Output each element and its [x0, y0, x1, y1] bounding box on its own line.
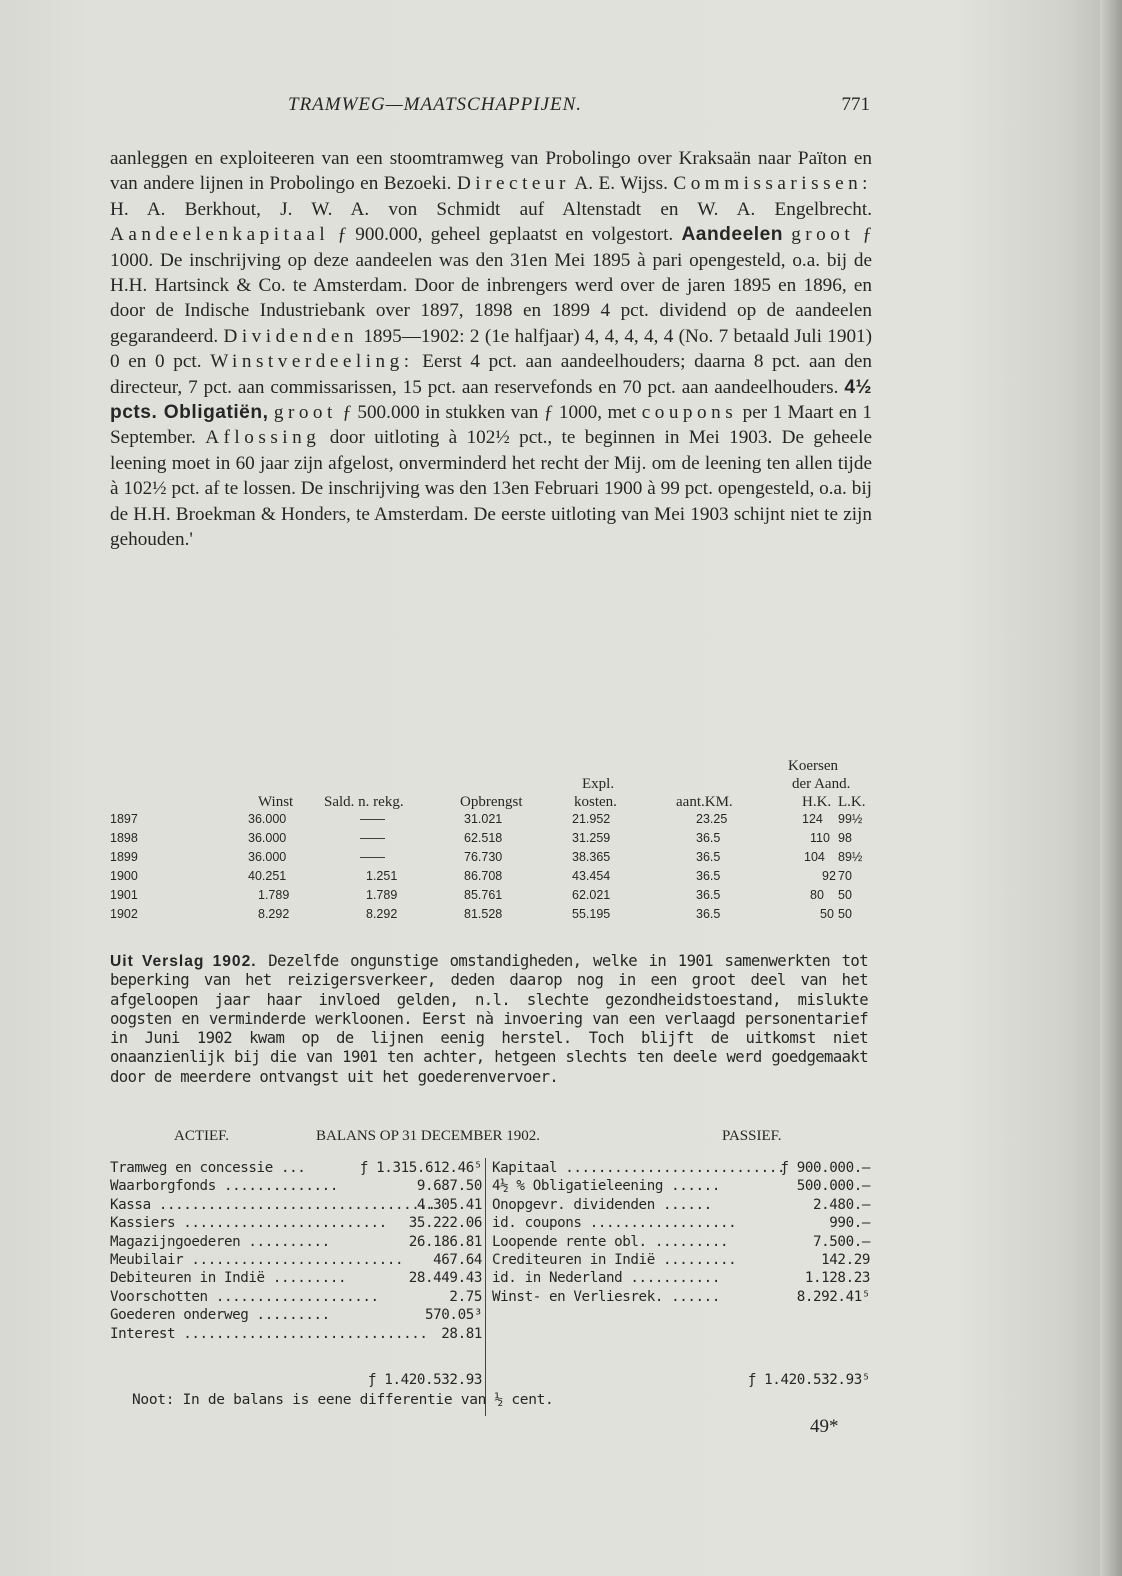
obligatien-label: 4½ pcts. Obligatiën,	[110, 376, 873, 424]
cell-year: 1902	[110, 907, 138, 921]
directeur-label: Directeur	[456, 173, 570, 195]
passief-row	[492, 1215, 870, 1233]
page-number: 771	[841, 94, 870, 115]
aflossing-label: Aflossing	[205, 427, 321, 449]
header-expl: Expl.	[582, 776, 615, 792]
cell-winst: 40.251	[248, 869, 287, 883]
cell-lk: 50	[838, 907, 852, 921]
actief-total: ƒ 1.420.532.93	[368, 1372, 482, 1388]
balance-title: BALANS OP 31 DECEMBER 1902.	[316, 1128, 541, 1144]
cell-opbrengst: 31.021	[464, 812, 503, 826]
cell-opbrengst: 86.708	[464, 869, 503, 883]
actief-item-amount: 2.75	[449, 1288, 482, 1305]
passief-row	[492, 1252, 870, 1270]
cell-hk: 124	[802, 812, 823, 826]
aandeelen-text: ƒ 1000. De inschrijving op deze aandeelen was den 31en Mei 1895 à pari opengesteld, o.a. bij de H.H. Hartsinck & Co. te Amsterdam. Door de inbrengers werd over de jaren 1895 en 1896, en door de Indische Industriebank over 1897, 1898 en 1899 4 pct. dividend op de aandeelen gegarandeerd.	[110, 224, 873, 347]
passief-row	[492, 1234, 870, 1252]
cell-kosten: 55.195	[572, 907, 611, 921]
cell-km: 36.5	[696, 831, 721, 845]
actief-item-amount: 26.186.81	[408, 1233, 482, 1250]
passief-total-row	[492, 1372, 870, 1390]
passief-item-amount: 7.500.—	[813, 1233, 870, 1250]
cell-kosten: 62.021	[572, 888, 611, 902]
passief-item-amount: 2.480.—	[813, 1196, 870, 1213]
cell-hk: 110	[810, 831, 830, 845]
cell-lk: 99½	[838, 812, 863, 826]
cell-km: 36.5	[696, 907, 721, 921]
header-winst: Winst	[258, 794, 294, 810]
table-row	[110, 888, 870, 905]
actief-row	[110, 1215, 482, 1233]
actief-item-label: Tramweg en concessie ...	[110, 1160, 306, 1176]
actief-label: ACTIEF.	[174, 1128, 230, 1144]
actief-item-label: Interest ..............................	[110, 1325, 428, 1342]
cell-opbrengst: 62.518	[464, 831, 503, 845]
report-lead: Uit Verslag 1902.	[110, 953, 257, 970]
signature-mark: 49*	[810, 1416, 839, 1437]
passief-row	[492, 1160, 870, 1178]
balance-sheet	[110, 1128, 870, 1428]
actief-row	[110, 1197, 482, 1215]
table-row	[110, 907, 870, 924]
passief-item-label: Loopende rente obl. .........	[492, 1233, 729, 1250]
passief-item-amount: ƒ 900.000.—	[780, 1160, 870, 1176]
aflossing-text: door uitloting à 102½ pct., te beginnen in Mei 1903. De geheele leening moet in 60 jaar zijn afgelost, onverminderd het recht der Mij. om de leening ten allen tijde à 102½ pct. af te lossen. De inschrijving was den 13en Februari 1900 à 99 pct. opengesteld, o.a. bij de H.H. Broekman & Honders, te Amsterdam. De eerste uitloting van Mei 1903 schijnt niet te zijn gehouden.'	[110, 427, 872, 551]
running-header	[110, 94, 870, 122]
cell-kosten: 31.259	[572, 831, 611, 845]
cell-year: 1900	[110, 869, 138, 883]
cell-winst: 36.000	[248, 850, 287, 864]
header-kosten: kosten.	[574, 794, 617, 810]
passief-item-label: Onopgevr. dividenden ......	[492, 1196, 712, 1213]
commissarissen-label: Commissarissen:	[673, 173, 873, 195]
dividenden-label: Dividenden	[223, 325, 358, 347]
passief-row	[492, 1270, 870, 1288]
kapitaal-label: Aandeelenkapitaal	[110, 224, 330, 246]
cell-lk: 70	[838, 869, 852, 883]
aandeelen-label: Aandeelen	[681, 224, 783, 246]
table-row	[110, 812, 870, 829]
actief-row	[110, 1270, 482, 1288]
header-aant-km: aant.KM.	[676, 794, 733, 810]
cell-hk: 92	[822, 869, 836, 883]
table-row	[110, 831, 870, 848]
cell-sald: ——	[360, 850, 385, 864]
passief-row	[492, 1289, 870, 1307]
actief-item-amount: 570.05³	[425, 1307, 482, 1324]
passief-item-label: id. coupons ..................	[492, 1215, 737, 1232]
cell-sald: 1.789	[366, 888, 398, 902]
header-der-aand: der Aand.	[792, 776, 851, 792]
actief-item-label: Waarborgfonds ..............	[110, 1178, 338, 1195]
groot-label: groot	[791, 224, 855, 246]
table-row	[110, 850, 870, 867]
actief-item-amount: 9.687.50	[416, 1178, 482, 1195]
actief-row	[110, 1178, 482, 1196]
annual-report-excerpt	[110, 952, 868, 1087]
header-opbrengst: Opbrengst	[460, 794, 523, 810]
book-spine	[1100, 0, 1122, 1576]
balance-divider	[485, 1158, 486, 1416]
report-text: Dezelfde ongunstige omstandigheden, welke in 1901 samenwerkten tot beperking van het reizigersverkeer, deden daarop nog in een groot deel van het afgeloopen jaar haar invloed gelden, n.l. slechte gezondheidstoestand, mislukte oogsten en verminderde werkloonen. Eerst nà invoering van een verlaagd personentarief in Juni 1902 kwam op de lijnen eenig herstel. Toch blijft de uitkomst niet onaanzienlijk bij die van 1901 ten achter, hetgeen slechts ten deele werd goedgemaakt door de meerdere ontvangst uit het goederenvervoer.	[110, 952, 868, 1086]
cell-lk: 89½	[838, 850, 863, 864]
cell-hk: 104	[804, 850, 825, 864]
actief-item-label: Magazijngoederen ..........	[110, 1233, 330, 1250]
directeur-name: A. E. Wijss.	[574, 173, 668, 195]
cell-year: 1899	[110, 850, 138, 864]
cell-winst: 36.000	[248, 812, 287, 826]
actief-item-label: Kassiers .........................	[110, 1215, 387, 1232]
header-hk: H.K.	[802, 794, 832, 810]
dividenden-text: 1895—1902: 2 (1e halfjaar) 4, 4, 4, 4, 4 (No. 7 betaald Juli 1901) 0 en 0 pct.	[110, 325, 873, 373]
passief-item-amount: 8.292.41⁵	[796, 1288, 870, 1305]
description-paragraph	[110, 146, 872, 553]
company-description	[110, 146, 872, 553]
cell-opbrengst: 85.761	[464, 888, 503, 902]
header-koersen: Koersen	[788, 758, 838, 774]
actief-row	[110, 1289, 482, 1307]
cell-winst: 8.292	[258, 907, 290, 921]
passief-item-label: Crediteuren in Indië .........	[492, 1252, 737, 1268]
obligatien-text-1: ƒ 500.000 in stukken van ƒ 1000, met	[342, 402, 637, 424]
cell-lk: 98	[838, 831, 852, 845]
cell-sald: 1.251	[366, 869, 398, 883]
cell-sald: 8.292	[366, 907, 398, 921]
actief-row	[110, 1160, 482, 1178]
passief-label: PASSIEF.	[722, 1128, 782, 1144]
passief-item-label: Winst- en Verliesrek. ......	[492, 1288, 720, 1305]
cell-year: 1897	[110, 812, 138, 826]
cell-opbrengst: 76.730	[464, 850, 503, 864]
passief-item-amount: 142.29	[821, 1252, 870, 1268]
cell-lk: 50	[838, 888, 852, 902]
actief-total-row	[110, 1372, 482, 1390]
actief-item-amount: ƒ 1.315.612.46⁵	[359, 1160, 482, 1176]
balance-header	[110, 1128, 870, 1146]
cell-hk: 50	[820, 907, 834, 921]
actief-row	[110, 1252, 482, 1270]
cell-winst: 1.789	[258, 888, 290, 902]
cell-km: 36.5	[696, 869, 721, 883]
kapitaal-text: ƒ 900.000, geheel geplaatst en volgestort.	[337, 224, 674, 246]
cell-winst: 36.000	[248, 831, 287, 845]
passief-item-label: 4½ % Obligatieleening ......	[492, 1178, 720, 1195]
obligatien-groot-label: groot	[273, 402, 337, 424]
actief-item-amount: 35.222.06	[408, 1215, 482, 1232]
obligatien-text-2: per 1 Maart en 1 September.	[110, 402, 873, 449]
passief-total: ƒ 1.420.532.93⁵	[747, 1372, 870, 1388]
actief-item-label: Debiteuren in Indië .........	[110, 1270, 347, 1287]
actief-row	[110, 1326, 482, 1344]
cell-km: 23.25	[696, 812, 728, 826]
cell-hk: 80	[810, 888, 824, 902]
actief-item-label: Goederen onderweg .........	[110, 1307, 330, 1324]
cell-opbrengst: 81.528	[464, 907, 503, 921]
commissarissen-names: H. A. Berkhout, J. W. A. von Schmidt auf Altenstadt en W. A. Engelbrecht.	[110, 198, 872, 220]
cell-kosten: 43.454	[572, 869, 611, 883]
winstverdeeling-text: Eerst 4 pct. aan aandeelhouders; daarna 8 pct. aan den directeur, 7 pct. aan commissarissen, 15 pct. aan reservefonds en 70 pct. aan aandeelhouders.	[110, 351, 873, 398]
cell-sald: ——	[360, 812, 385, 826]
actief-item-amount: 467.64	[433, 1252, 482, 1268]
actief-item-label: Meubilair ..........................	[110, 1252, 404, 1268]
cell-km: 36.5	[696, 850, 721, 864]
balance-note: Noot: In de balans is eene differentie van ½ cent.	[132, 1392, 554, 1408]
passief-item-amount: 500.000.—	[796, 1178, 870, 1195]
actief-row	[110, 1307, 482, 1325]
running-title: TRAMWEG—MAATSCHAPPIJEN.	[288, 94, 583, 115]
cell-km: 36.5	[696, 888, 721, 902]
header-lk: L.K.	[838, 794, 866, 810]
header-sald: Sald. n. rekg.	[324, 794, 404, 810]
winstverdeeling-label: Winstverdeeling:	[210, 351, 414, 373]
cell-year: 1898	[110, 831, 138, 845]
passief-item-label: id. in Nederland ...........	[492, 1270, 720, 1287]
passief-item-label: Kapitaal ...........................	[492, 1160, 786, 1176]
actief-item-label: Voorschotten ....................	[110, 1288, 379, 1305]
coupons-label: coupons	[641, 402, 738, 424]
actief-item-amount: 4.305.41	[416, 1196, 482, 1213]
actief-row	[110, 1234, 482, 1252]
passief-item-amount: 1.128.23	[804, 1270, 870, 1287]
table-row	[110, 869, 870, 886]
cell-kosten: 21.952	[572, 812, 611, 826]
passief-row	[492, 1178, 870, 1196]
cell-sald: ——	[360, 831, 385, 845]
actief-item-label: Kassa ..................................	[110, 1196, 436, 1213]
passief-row	[492, 1197, 870, 1215]
cell-year: 1901	[110, 888, 138, 902]
cell-kosten: 38.365	[572, 850, 611, 864]
actief-item-amount: 28.449.43	[408, 1270, 482, 1287]
intro-text: aanleggen en exploiteeren van een stoomtramweg van Probolingo over Kraksaän naar Païton en van andere lijnen in Probolingo en Bezoeki.	[110, 148, 872, 195]
passief-item-amount: 990.—	[829, 1215, 870, 1232]
actief-item-amount: 28.81	[441, 1325, 482, 1342]
